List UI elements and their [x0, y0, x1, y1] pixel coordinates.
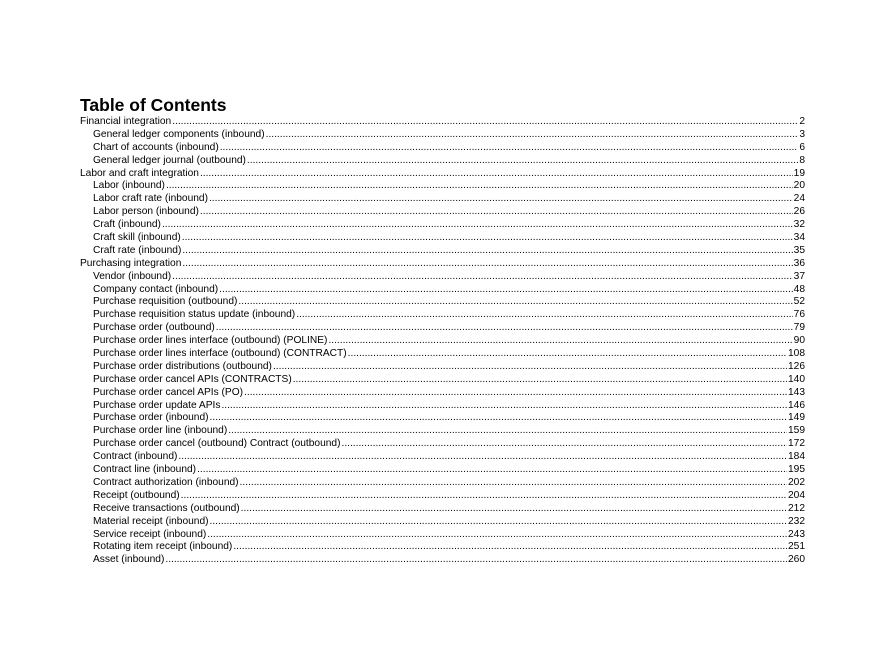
toc-dot-leader	[293, 374, 787, 387]
toc-entry-page-number: 37	[793, 270, 805, 282]
toc-entry-label: Chart of accounts (inbound)	[93, 141, 219, 153]
toc-entry[interactable]	[80, 451, 805, 464]
toc-dot-leader	[238, 296, 792, 309]
toc-dot-leader	[165, 554, 787, 567]
toc-entry[interactable]	[80, 245, 805, 258]
toc-entry-label: Purchase order (outbound)	[93, 322, 215, 334]
page-title: Table of Contents	[80, 95, 227, 115]
toc-entry[interactable]	[80, 477, 805, 490]
toc-entry-page-number: 79	[793, 322, 805, 334]
toc-entry[interactable]	[80, 271, 805, 284]
toc-entry-page-number: 24	[793, 193, 805, 205]
toc-list	[80, 116, 805, 567]
toc-dot-leader	[162, 219, 793, 232]
toc-entry[interactable]	[80, 258, 805, 271]
toc-entry-page-number: 126	[788, 360, 805, 372]
toc-entry-page-number: 243	[788, 528, 805, 540]
toc-dot-leader	[182, 245, 792, 258]
toc-dot-leader	[228, 425, 787, 438]
toc-dot-leader	[266, 129, 799, 142]
toc-entry-label: Purchase requisition status update (inbound)	[93, 309, 296, 321]
toc-entry[interactable]	[80, 296, 805, 309]
toc-dot-leader	[200, 206, 793, 219]
toc-dot-leader	[233, 541, 787, 554]
toc-entry-label: Contract line (inbound)	[93, 464, 197, 476]
toc-entry-page-number: 184	[788, 451, 805, 463]
toc-entry-page-number: 48	[793, 283, 805, 295]
toc-entry-page-number: 52	[793, 296, 805, 308]
toc-dot-leader	[210, 412, 787, 425]
toc-entry[interactable]	[80, 541, 805, 554]
toc-entry-page-number: 2	[799, 116, 805, 127]
toc-entry[interactable]	[80, 129, 805, 142]
toc-entry-label: Material receipt (inbound)	[93, 515, 209, 527]
toc-entry-label: Craft skill (inbound)	[93, 232, 181, 244]
toc-entry-page-number: 76	[793, 309, 805, 321]
toc-dot-leader	[172, 271, 792, 284]
toc-entry[interactable]	[80, 206, 805, 219]
toc-entry-label: Purchase order line (inbound)	[93, 425, 228, 437]
toc-entry-label: Labor and craft integration	[80, 167, 199, 179]
toc-entry[interactable]	[80, 374, 805, 387]
toc-entry-label: Purchase order (inbound)	[93, 412, 209, 424]
toc-dot-leader	[247, 155, 798, 168]
toc-entry-page-number: 251	[788, 541, 805, 553]
toc-entry[interactable]	[80, 425, 805, 438]
toc-dot-leader	[182, 232, 793, 245]
toc-dot-leader	[219, 284, 793, 297]
toc-entry-page-number: 260	[788, 554, 805, 566]
toc-entry-page-number: 108	[788, 348, 805, 360]
toc-entry-page-number: 6	[799, 141, 805, 153]
toc-entry[interactable]	[80, 348, 805, 361]
toc-dot-leader	[221, 400, 787, 413]
toc-entry[interactable]	[80, 516, 805, 529]
toc-entry-page-number: 32	[793, 219, 805, 231]
toc-entry[interactable]	[80, 219, 805, 232]
toc-dot-leader	[241, 503, 787, 516]
toc-entry[interactable]	[80, 284, 805, 297]
toc-entry[interactable]	[80, 232, 805, 245]
toc-entry[interactable]	[80, 193, 805, 206]
toc-entry-page-number: 172	[788, 438, 805, 450]
toc-dot-leader	[200, 168, 793, 181]
toc-dot-leader	[182, 258, 792, 271]
toc-entry-label: Purchase order cancel (outbound) Contract (outbound)	[93, 438, 341, 450]
toc-entry-page-number: 232	[788, 515, 805, 527]
toc-entry-label: Labor (inbound)	[93, 180, 165, 192]
toc-entry-page-number: 140	[788, 373, 805, 385]
toc-dot-leader	[181, 490, 787, 503]
toc-entry-label: Contract authorization (inbound)	[93, 476, 239, 488]
toc-entry-page-number: 202	[788, 476, 805, 488]
toc-entry-page-number: 20	[793, 180, 805, 192]
toc-entry-label: Craft (inbound)	[93, 219, 161, 231]
toc-entry[interactable]	[80, 490, 805, 503]
toc-entry-page-number: 90	[793, 335, 805, 347]
toc-dot-leader	[220, 142, 799, 155]
toc-dot-leader	[207, 529, 787, 542]
toc-entry-page-number: 35	[793, 244, 805, 256]
toc-entry-label: Labor craft rate (inbound)	[93, 193, 208, 205]
toc-entry-page-number: 19	[793, 167, 805, 179]
toc-entry[interactable]	[80, 322, 805, 335]
toc-dot-leader	[197, 464, 787, 477]
toc-entry-page-number: 149	[788, 412, 805, 424]
toc-entry[interactable]	[80, 438, 805, 451]
toc-entry[interactable]	[80, 142, 805, 155]
toc-entry-label: Financial integration	[80, 116, 172, 127]
toc-entry-page-number: 159	[788, 425, 805, 437]
toc-entry-label: Purchasing integration	[80, 257, 182, 269]
toc-dot-leader	[341, 438, 787, 451]
document-page	[80, 94, 805, 567]
toc-dot-leader	[209, 193, 793, 206]
toc-entry-label: Purchase order cancel APIs (PO)	[93, 386, 244, 398]
toc-dot-leader	[216, 322, 793, 335]
toc-entry[interactable]	[80, 361, 805, 374]
toc-entry-label: Purchase order cancel APIs (CONTRACTS)	[93, 373, 292, 385]
toc-entry[interactable]	[80, 387, 805, 400]
toc-entry-label: Receipt (outbound)	[93, 489, 180, 501]
toc-dot-leader	[328, 335, 792, 348]
toc-entry-label: Craft rate (inbound)	[93, 244, 182, 256]
toc-entry-page-number: 3	[799, 128, 805, 140]
toc-entry[interactable]	[80, 412, 805, 425]
toc-entry-label: Receive transactions (outbound)	[93, 502, 240, 514]
toc-entry-label: Vendor (inbound)	[93, 270, 172, 282]
toc-entry-page-number: 146	[788, 399, 805, 411]
toc-entry-page-number: 143	[788, 386, 805, 398]
toc-entry-label: Purchase order lines interface (outbound) (POLINE)	[93, 335, 328, 347]
toc-dot-leader	[240, 477, 787, 490]
toc-entry[interactable]	[80, 400, 805, 413]
toc-entry[interactable]	[80, 554, 805, 567]
toc-entry[interactable]	[80, 503, 805, 516]
toc-entry-label: Contract (inbound)	[93, 451, 178, 463]
toc-entry-label: Purchase order distributions (outbound)	[93, 360, 272, 372]
toc-entry-label: Labor person (inbound)	[93, 206, 199, 218]
toc-entry[interactable]	[80, 464, 805, 477]
toc-entry-label: General ledger journal (outbound)	[93, 154, 246, 166]
toc-entry-label: Purchase requisition (outbound)	[93, 296, 238, 308]
toc-entry[interactable]	[80, 309, 805, 322]
toc-dot-leader	[348, 348, 787, 361]
toc-entry-page-number: 204	[788, 489, 805, 501]
toc-entry[interactable]	[80, 180, 805, 193]
toc-entry-label: Company contact (inbound)	[93, 283, 219, 295]
toc-dot-leader	[178, 451, 787, 464]
toc-entry-page-number: 34	[793, 232, 805, 244]
toc-entry-label: Purchase order update APIs	[93, 399, 221, 411]
toc-dot-leader	[166, 180, 793, 193]
toc-entry[interactable]	[80, 155, 805, 168]
toc-entry-page-number: 8	[799, 154, 805, 166]
toc-entry-page-number: 212	[788, 502, 805, 514]
toc-dot-leader	[296, 309, 792, 322]
toc-dot-leader	[210, 516, 787, 529]
toc-dot-leader	[172, 116, 798, 129]
toc-entry-label: Asset (inbound)	[93, 554, 165, 566]
toc-entry-page-number: 195	[788, 464, 805, 476]
toc-dot-leader	[244, 387, 787, 400]
toc-entry-label: Service receipt (inbound)	[93, 528, 207, 540]
toc-entry[interactable]	[80, 168, 805, 181]
toc-entry[interactable]	[80, 529, 805, 542]
toc-dot-leader	[273, 361, 787, 374]
toc-entry[interactable]	[80, 116, 805, 129]
toc-entry-page-number: 36	[793, 257, 805, 269]
toc-entry-page-number: 26	[793, 206, 805, 218]
toc-entry-label: Purchase order lines interface (outbound) (CONTRACT)	[93, 348, 347, 360]
toc-entry[interactable]	[80, 335, 805, 348]
toc-entry-label: General ledger components (inbound)	[93, 128, 265, 140]
toc-entry-label: Rotating item receipt (inbound)	[93, 541, 233, 553]
